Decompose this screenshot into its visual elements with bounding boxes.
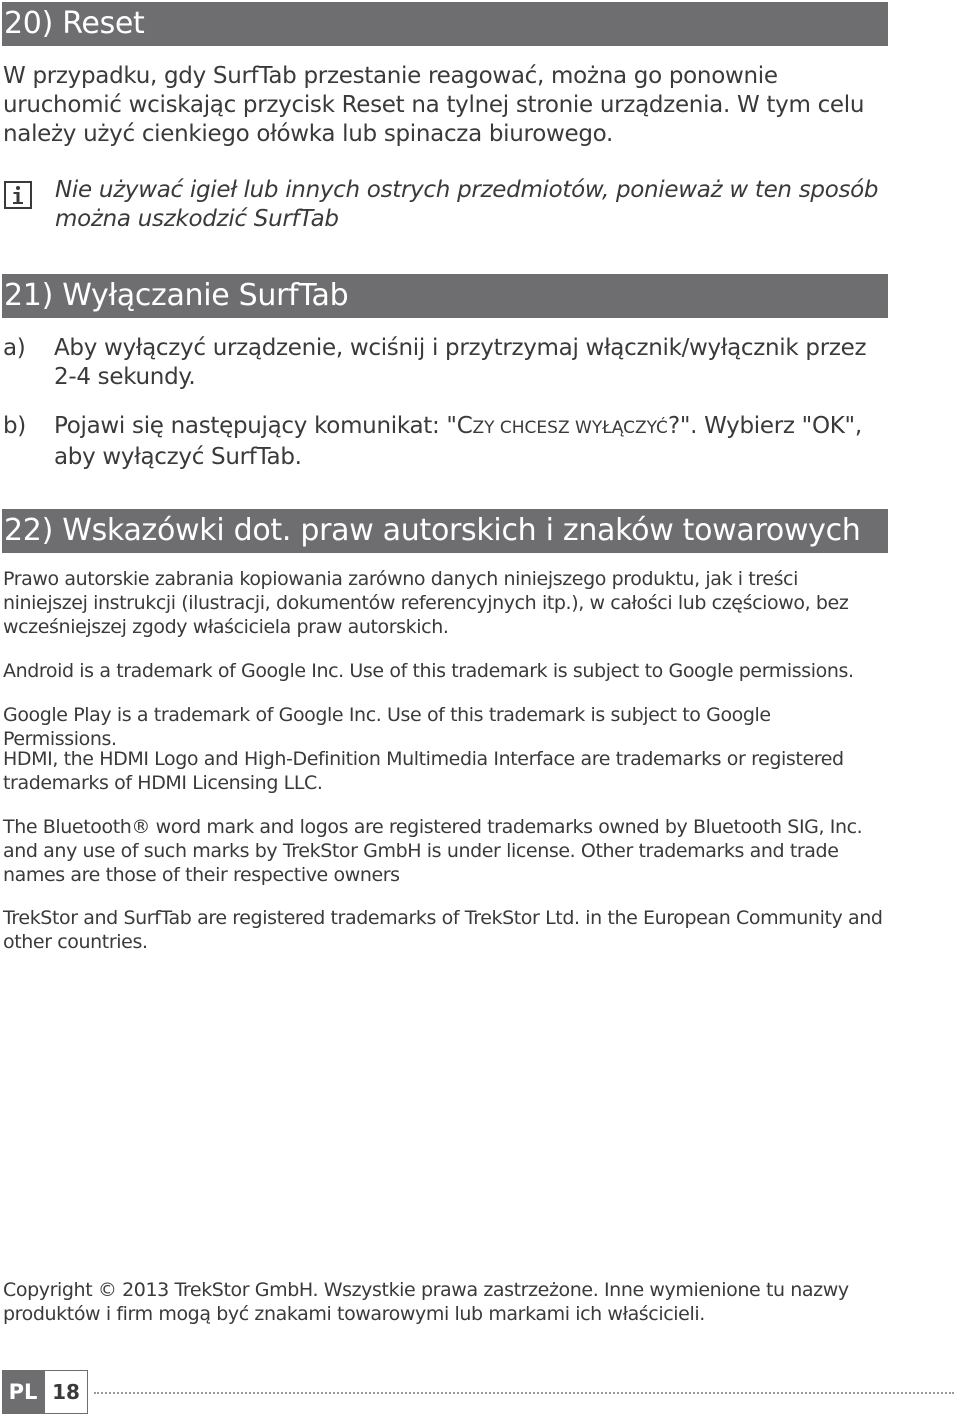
step-a-marker: a) (3, 335, 26, 361)
language-badge: PL (2, 1370, 44, 1414)
page-footer (2, 1370, 958, 1416)
trademark-google-play: Google Play is a trademark of Google Inc. Use of this trademark is subject to Google Permissions. (3, 704, 771, 750)
step-b-message-first: C (456, 413, 473, 439)
step-a-text: Aby wyłączyć urządzenie, wciśnij i przytrzymaj włącznik/wyłącznik przez 2-4 sekundy. (54, 335, 867, 390)
section-heading-copyright: 22) Wskazówki dot. praw autorskich i znaków towarowych (2, 509, 888, 553)
footer-dotted-rule (94, 1392, 954, 1394)
reset-paragraph: W przypadku, gdy SurfTab przestanie reagować, można go ponownie uruchomić wciskając przycisk Reset na tylnej stronie urządzenia. W tym celu należy użyć cienkiego ołówka lub spinacza biurowego. (3, 63, 865, 147)
info-icon (4, 181, 32, 209)
step-b-marker: b) (3, 413, 26, 439)
trademark-android: Android is a trademark of Google Inc. Use of this trademark is subject to Google permissions. (3, 660, 854, 682)
step-b-prefix: Pojawi się następujący komunikat: " (54, 413, 457, 439)
section-heading-reset: 20) Reset (2, 2, 888, 46)
section-heading-shutdown: 21) Wyłączanie SurfTab (2, 274, 888, 318)
trademark-bluetooth: The Bluetooth® word mark and logos are registered trademarks owned by Bluetooth SIG, Inc. and any use of such marks by TrekStor GmbH is under license. Other trademarks and trade names are those of their respective owners (3, 816, 863, 886)
reset-note (2, 176, 892, 242)
trademark-hdmi: HDMI, the HDMI Logo and High-Definition Multimedia Interface are trademarks or registered trademarks of HDMI Licensing LLC. (3, 748, 844, 794)
trademark-trekstor: TrekStor and SurfTab are registered trademarks of TrekStor Ltd. in the European Community and other countries. (3, 907, 883, 953)
reset-note-text: Nie używać igieł lub innych ostrych przedmiotów, ponieważ w ten sposób można uszkodzić SurfTab (55, 177, 879, 232)
page-number: 18 (44, 1370, 88, 1414)
step-b-text (54, 412, 889, 472)
copyright-paragraph-1: Prawo autorskie zabrania kopiowania zarówno danych niniejszego produktu, jak i treści niniejszej instrukcji (ilustracji, dokumentów referencyjnych itp.), w całości lub częściowo, bez wcześniejszej zgody właściciela praw autorskich. (3, 568, 849, 638)
step-b-suffix: ?". Wybierz "OK", aby wyłączyć SurfTab. (54, 413, 862, 470)
step-b-message: ZY CHCESZ WYŁĄCZYĆ (472, 418, 668, 438)
copyright-notice: Copyright © 2013 TrekStor GmbH. Wszystkie prawa zastrzeżone. Inne wymienione tu nazwy produktów i firm mogą być znakami towarowymi lub markami ich właścicieli. (3, 1279, 849, 1325)
